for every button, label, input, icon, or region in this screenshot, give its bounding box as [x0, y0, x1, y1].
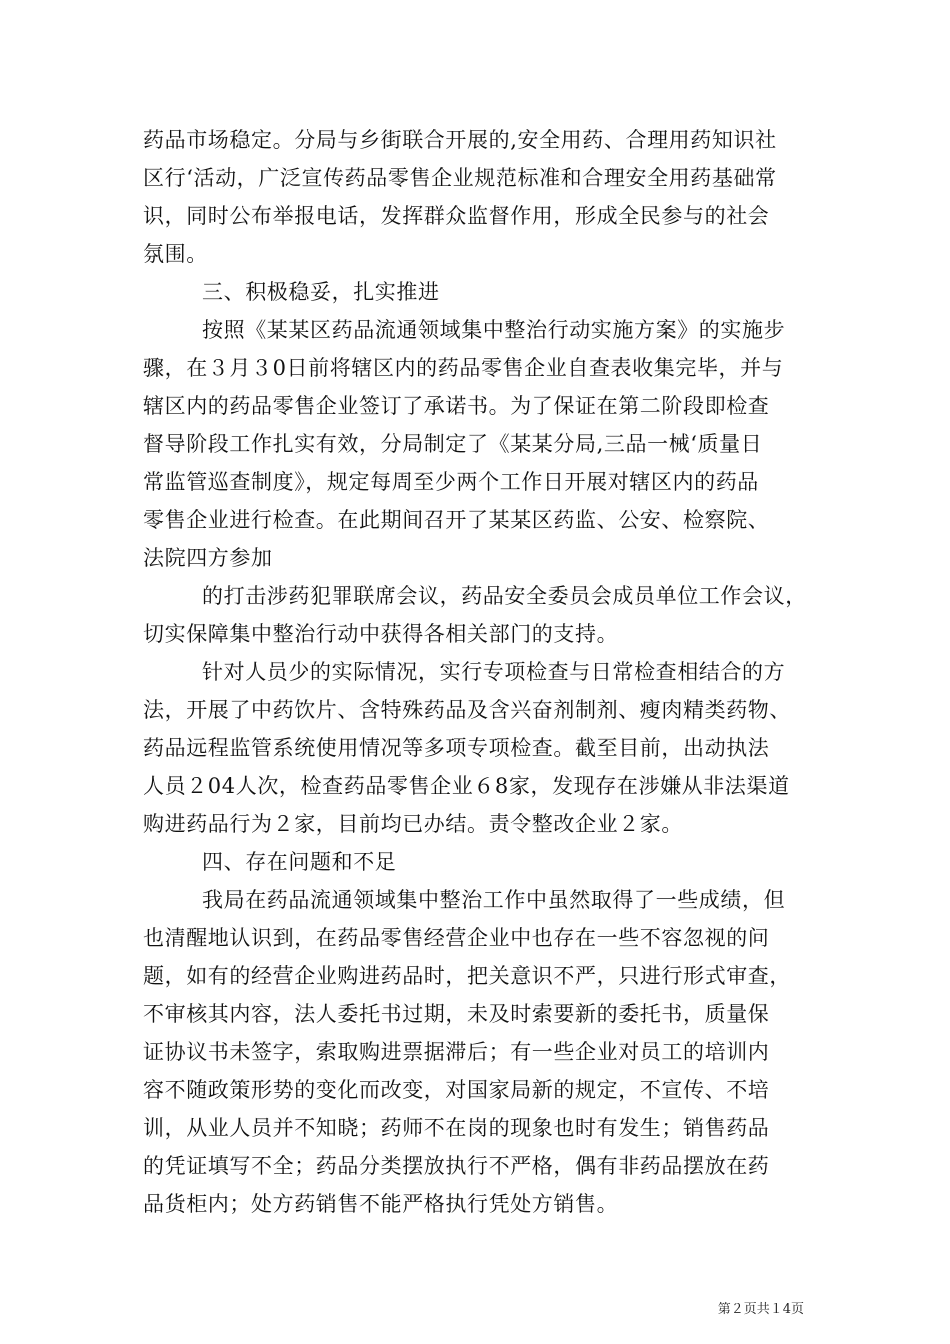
body-text-line: 辖区内的药品零售企业签订了承诺书。为了保证在第二阶段即检查: [143, 394, 770, 418]
body-text-line: 品货柜内；处方药销售不能严格执行凭处方销售。: [143, 1192, 619, 1216]
body-text-line: 题，如有的经营企业购进药品时，把关意识不严，只进行形式审查，: [143, 964, 791, 988]
body-text-line: 药品市场稳定。分局与乡街联合开展的,安全用药、合理用药知识社: [143, 128, 777, 152]
paragraph-first-line: 我局在药品流通领域集中整治工作中虽然取得了一些成绩，但: [202, 888, 786, 912]
body-text-line: 零售企业进行检查。在此期间召开了某某区药监、公安、检察院、: [143, 508, 770, 532]
body-text-line: 药品远程监管系统使用情况等多项专项检查。截至目前，出动执法: [143, 736, 770, 760]
paragraph-first-line: 针对人员少的实际情况，实行专项检查与日常检查相结合的方: [202, 660, 786, 684]
body-text-line: 法院四方参加: [143, 546, 273, 570]
body-text-line: 证协议书未签字，索取购进票据滞后；有一些企业对员工的培训内: [143, 1040, 770, 1064]
body-text-line: 的凭证填写不全；药品分类摆放执行不严格，偶有非药品摆放在药: [143, 1154, 770, 1178]
body-text-line: 训，从业人员并不知晓；药师不在岗的现象也时有发生；销售药品: [143, 1116, 770, 1140]
body-text-line: 常监管巡查制度》，规定每周至少两个工作日开展对辖区内的药品: [143, 470, 759, 494]
section-heading: 三、积极稳妥，扎实推进: [202, 280, 440, 304]
body-text-line: 购进药品行为２家，目前均已办结。责令整改企业２家。: [143, 812, 683, 836]
section-heading: 四、存在问题和不足: [202, 850, 397, 874]
body-text-line: 法，开展了中药饮片、含特殊药品及含兴奋剂制剂、瘦肉精类药物、: [143, 698, 791, 722]
body-text-line: 氛围。: [143, 242, 208, 266]
body-text-line: 区行‘活动，广泛宣传药品零售企业规范标准和合理安全用药基础常: [143, 166, 777, 190]
page-number: 第２页共１4页: [717, 1302, 804, 1317]
body-text-line: 也清醒地认识到，在药品零售经营企业中也存在一些不容忽视的问: [143, 926, 770, 950]
body-text-line: 不审核其内容，法人委托书过期，未及时索要新的委托书，质量保: [143, 1002, 770, 1026]
body-text-line: 容不随政策形势的变化而改变，对国家局新的规定，不宣传、不培: [143, 1078, 770, 1102]
body-text-line: 识，同时公布举报电话，发挥群众监督作用，形成全民参与的社会: [143, 204, 770, 228]
body-text-line: 骤，在３月３0日前将辖区内的药品零售企业自查表收集完毕，并与: [143, 356, 784, 380]
paragraph-first-line: 按照《某某区药品流通领域集中整治行动实施方案》的实施步: [202, 318, 786, 342]
body-text-line: 切实保障集中整治行动中获得各相关部门的支持。: [143, 622, 619, 646]
body-text-line: 督导阶段工作扎实有效，分局制定了《某某分局,三品一械‘质量日: [143, 432, 763, 456]
body-text-line: 人员２04人次，检查药品零售企业６8家，发现存在涉嫌从非法渠道: [143, 774, 790, 798]
paragraph-first-line: 的打击涉药犯罪联席会议，药品安全委员会成员单位工作会议，: [202, 584, 807, 608]
